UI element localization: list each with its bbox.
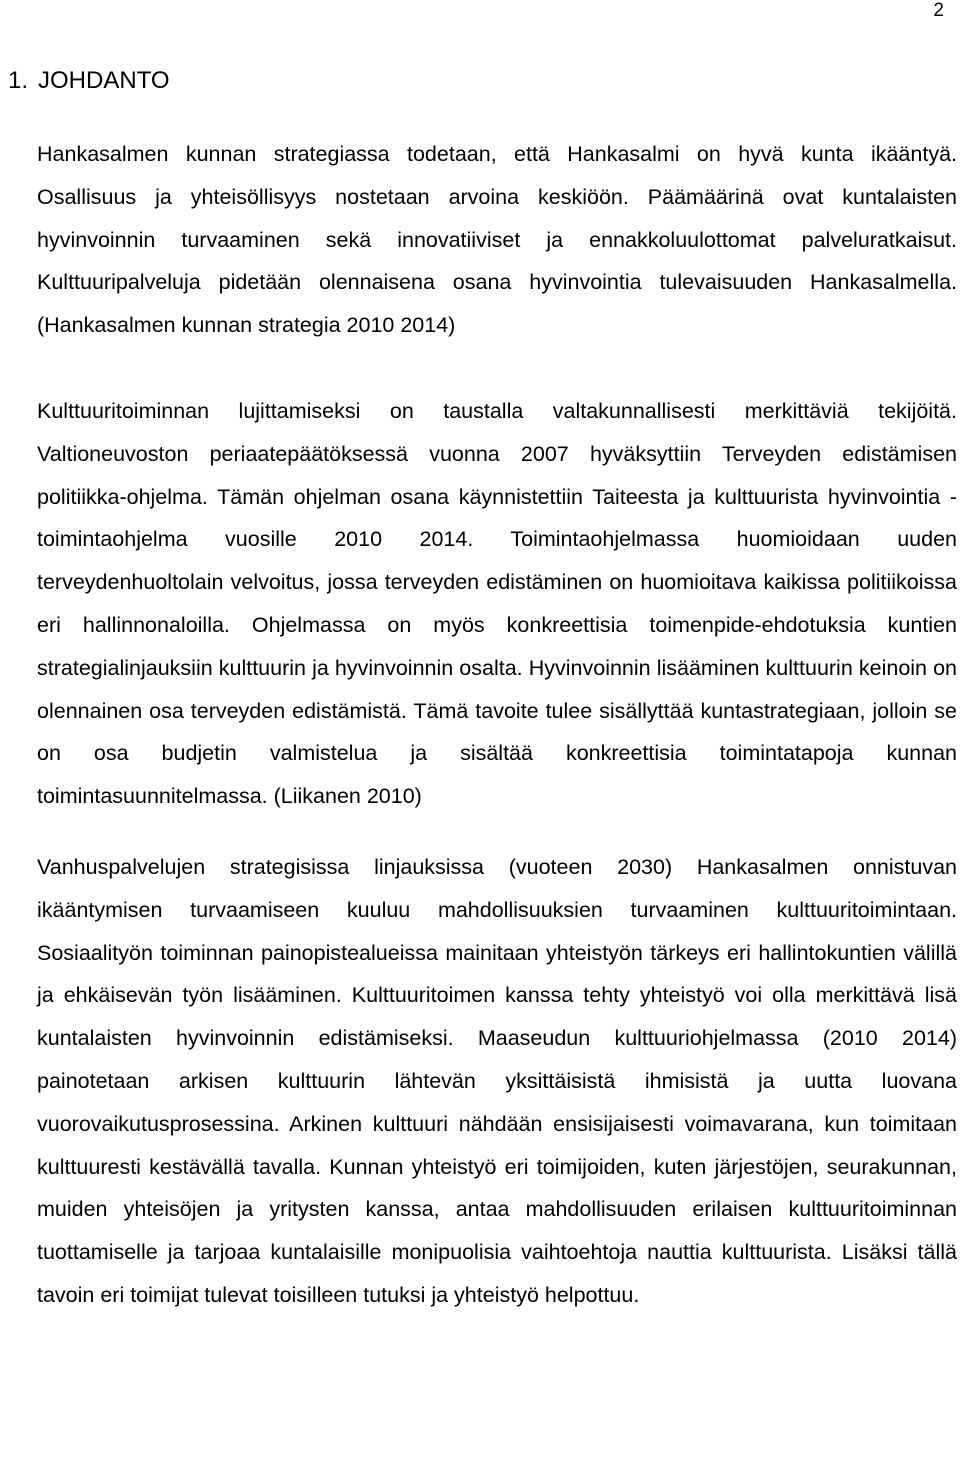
paragraph-elderly-services: Vanhuspalvelujen strategisissa linjauksissa (vuoteen 2030) Hankasalmen onnistuvan ikääntymisen turvaamiseen kuuluu mahdollisuuksien turvaaminen kulttuuritoimintaan. Sosiaalityön toiminnan painopistealueissa mainitaan yhteistyön tärkeys eri hallintokuntien välillä ja ehkäisevän työn lisääminen. Kulttuuritoimen kanssa tehty yhteistyö voi olla merkittävä lisä kuntalaisten hyvinvoinnin edistämiseksi. Maaseudun kulttuuriohjelmassa (2010 2014) painotetaan arkisen kulttuurin lähtevän yksittäisistä ihmisistä ja uutta luovana vuorovaikutusprosessina. Arkinen kulttuuri nähdään ensisijaisesti voimavarana, kun toimitaan kulttuuresti kestävällä tavalla. Kunnan yhteistyö eri toimijoiden, kuten järjestöjen, seurakunnan, muiden yhteisöjen ja yritysten kanssa, antaa mahdollisuuden erilaisen kulttuuritoiminnan tuottamiselle ja tarjoaa kuntalaisille monipuolisia vaihtoehtoja nauttia kulttuurista. Lisäksi tällä tavoin eri toimijat tulevat toisilleen tutuksi ja yhteistyö helpottuu.	[37, 854, 957, 1307]
page-number: 2	[933, 0, 944, 21]
section-title: JOHDANTO	[38, 67, 170, 94]
section-heading	[8, 66, 170, 96]
section-number: 1.	[8, 67, 29, 94]
paragraph-strategy: Hankasalmen kunnan strategiassa todetaan, että Hankasalmi on hyvä kunta ikääntyä. Osallisuus ja yhteisöllisyys nostetaan arvoina keskiöön. Päämäärinä ovat kuntalaisten hyvinvoinnin turvaaminen sekä innovatiiviset ja ennakkoluulottomat palveluratkaisut. Kulttuuripalveluja pidetään olennaisena osana hyvinvointia tulevaisuuden Hankasalmella. (Hankasalmen kunnan strategia 2010 2014)	[37, 142, 957, 338]
body-text	[37, 133, 957, 1317]
paragraph-national-factors: Kulttuuritoiminnan lujittamiseksi on taustalla valtakunnallisesti merkittäviä tekijöitä. Valtioneuvoston periaatepäätöksessä vuonna 2007 hyväksyttiin Terveyden edistämisen politiikka-ohjelma. Tämän ohjelman osana käynnistettiin Taiteesta ja kulttuurista hyvinvointia -toimintaohjelma vuosille 2010 2014. Toimintaohjelmassa huomioidaan uuden terveydenhuoltolain velvoitus, jossa terveyden edistäminen on huomioitava kaikissa politiikoissa eri hallinnonaloilla. Ohjelmassa on myös konkreettisia toimenpide-ehdotuksia kuntien strategialinjauksiin kulttuurin ja hyvinvoinnin osalta. Hyvinvoinnin lisääminen kulttuurin keinoin on olennainen osa terveyden edistämistä. Tämä tavoite tulee sisällyttää kuntastrategiaan, jolloin se on osa budjetin valmistelua ja sisältää konkreettisia toimintatapoja kunnan toimintasuunnitelmassa. (Liikanen 2010)	[37, 398, 957, 809]
